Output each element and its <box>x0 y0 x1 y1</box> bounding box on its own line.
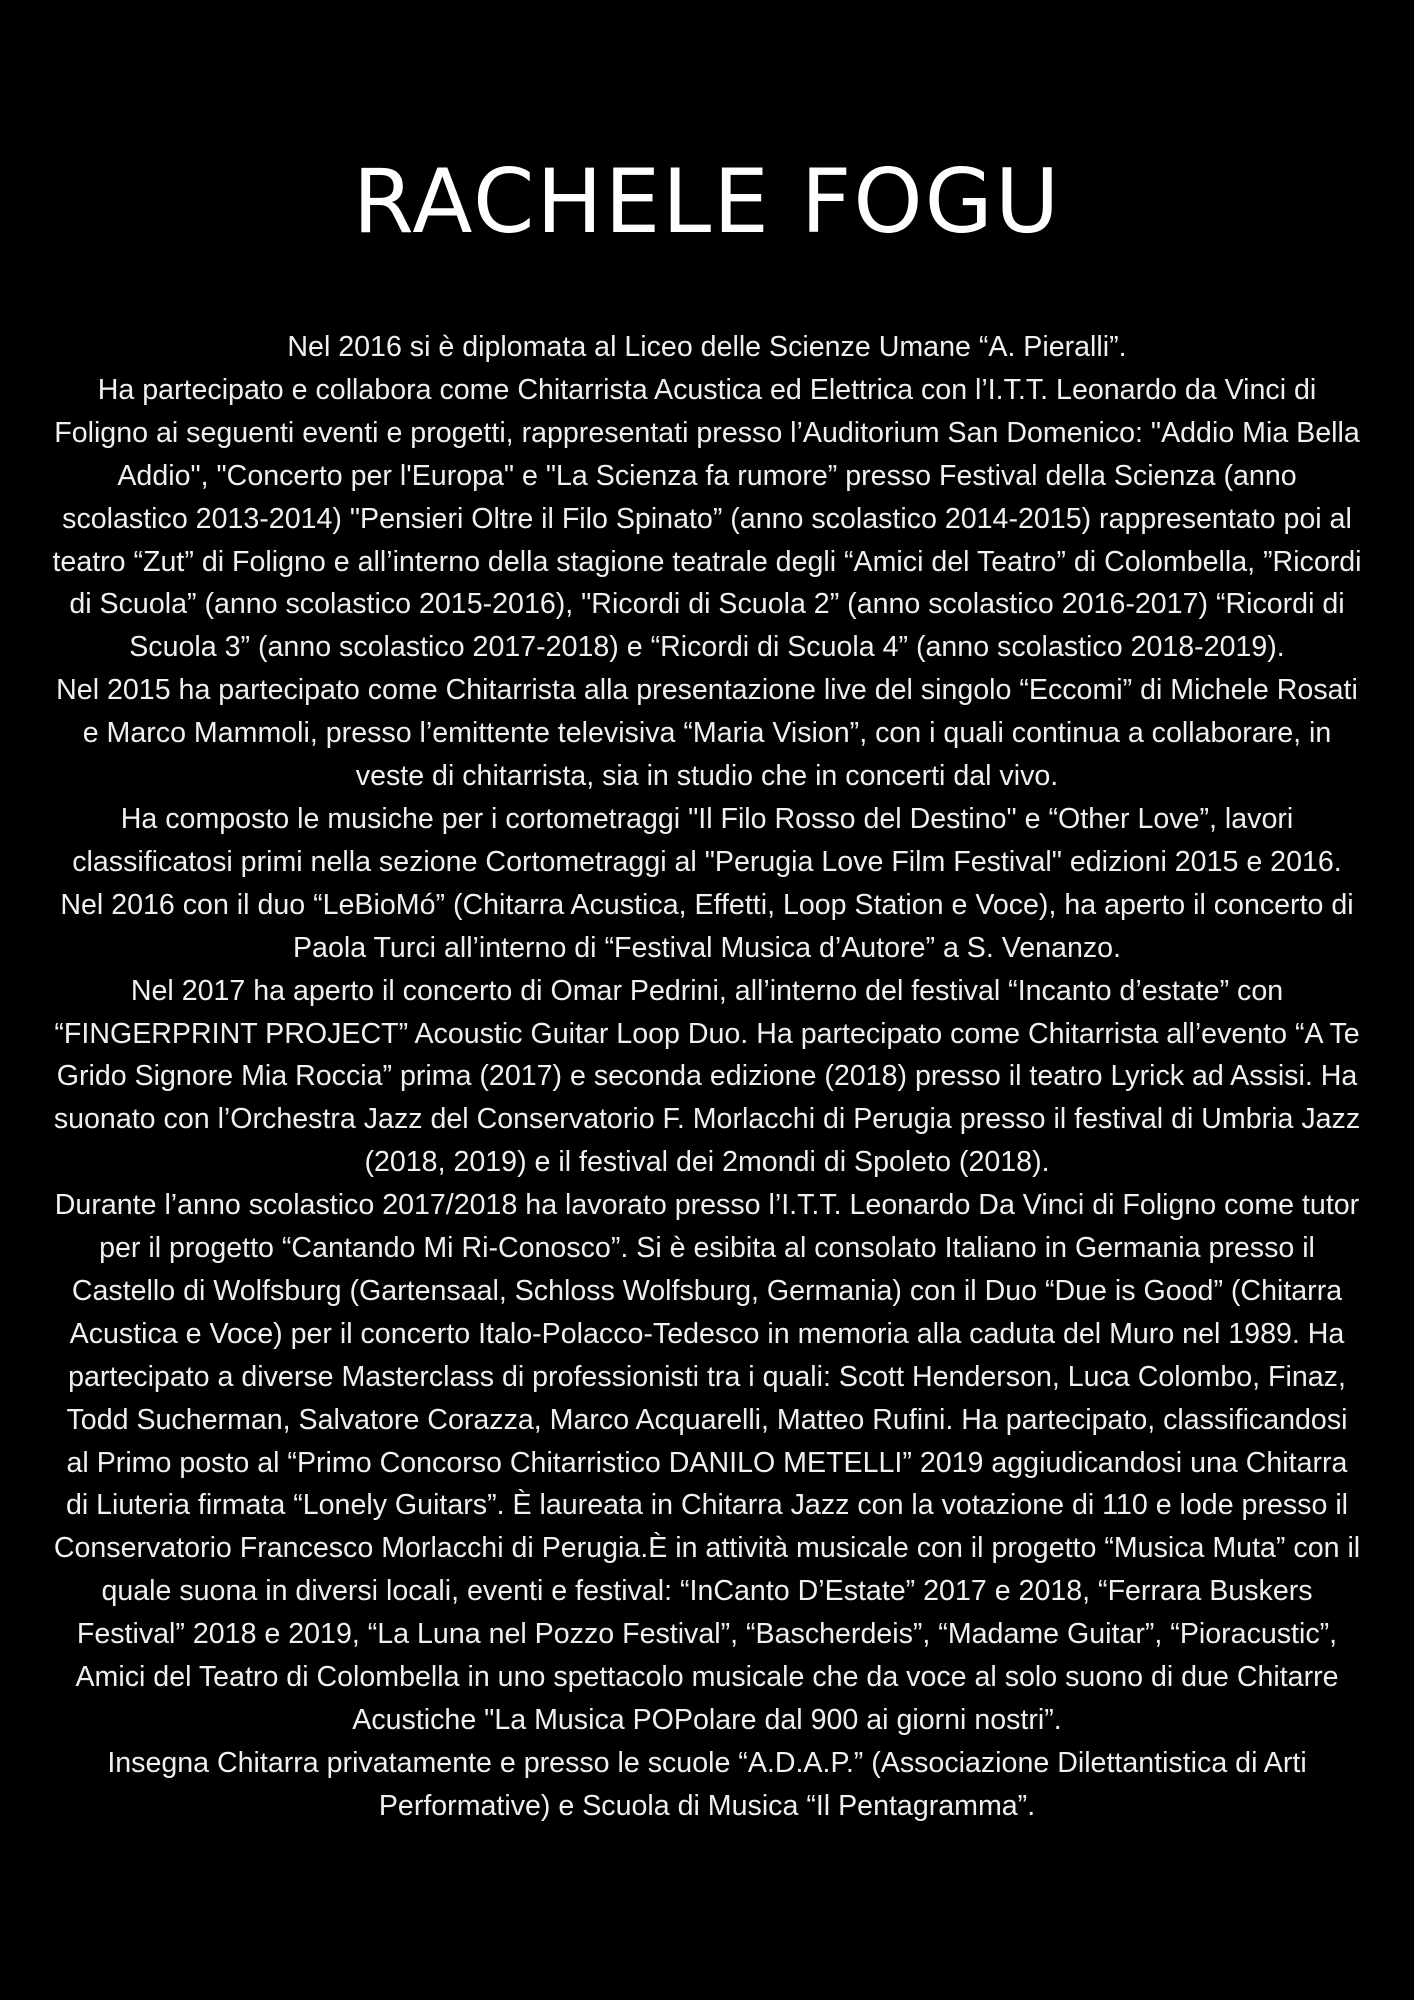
bio-paragraph: Durante l’anno scolastico 2017/2018 ha lavorato presso l’I.T.T. Leonardo Da Vinci di Foligno come tutor per il progetto “Cantando Mi Ri-Conosco”. Si è esibita al consolato Italiano in Germania presso il Castello di Wolfsburg (Gartensaal, Schloss Wolfsburg, Germania) con il Duo “Due is Good” (Chitarra Acustica e Voce) per il concerto Italo-Polacco-Tedesco in memoria alla caduta del Muro nel 1989. Ha partecipato a diverse Masterclass di professionisti tra i quali: Scott Henderson, Luca Colombo, Finaz, Todd Sucherman, Salvatore Corazza, Marco Acquarelli, Matteo Rufini. Ha partecipato, classificandosi al Primo posto al “Primo Concorso Chitarristico DANILO METELLI” 2019 aggiudicandosi una Chitarra di Liuteria firmata “Lonely Guitars”. È laureata in Chitarra Jazz con la votazione di 110 e lode presso il Conservatorio Francesco Morlacchi di Perugia.È in attività musicale con il progetto “Musica Muta” con il quale suona in diversi locali, eventi e festival: “InCanto D’Estate” 2017 e 2018, “Ferrara Buskers Festival” 2018 e 2019, “La Luna nel Pozzo Festival”, “Bascherdeis”, “Madame Guitar”, “Pioracustic”, Amici del Teatro di Colombella in uno spettacolo musicale che da voce al solo suono di due Chitarre Acustiche "La Musica POPolare dal 900 ai giorni nostri”. <box>53 1189 1361 1736</box>
bio-paragraph: Nel 2015 ha partecipato come Chitarrista alla presentazione live del singolo “Eccomi” di Michele Rosati e Marco Mammoli, presso l’emittente televisiva “Maria Vision”, con i quali continua a collaborare, in veste di chitarrista, sia in studio che in concerti dal vivo. <box>56 674 1358 793</box>
bio-paragraph: Ha composto le musiche per i cortometraggi "Il Filo Rosso del Destino" e “Other Love”, lavori classificatosi primi nella sezione Cortometraggi al "Perugia Love Film Festival" edizioni 2015 e 2016. Nel 2016 con il duo “LeBioMó” (Chitarra Acustica, Effetti, Loop Station e Voce), ha aperto il concerto di Paola Turci all’interno di “Festival Musica d’Autore” a S. Venanzo. <box>60 802 1354 964</box>
page-title: RACHELE FOGU <box>352 150 1062 253</box>
bio-paragraph: Insegna Chitarra privatamente e presso le scuole “A.D.A.P.” (Associazione Dilettantistica di Arti Performative) e Scuola di Musica “Il Pentagramma”. <box>107 1746 1307 1822</box>
bio-paragraph: Nel 2017 ha aperto il concerto di Omar Pedrini, all’interno del festival “Incanto d’estate” con “FINGERPRINT PROJECT” Acoustic Guitar Loop Duo. Ha partecipato come Chitarrista all’evento “A Te Grido Signore Mia Roccia” prima (2017) e seconda edizione (2018) presso il teatro Lyrick ad Assisi. Ha suonato con l’Orchestra Jazz del Conservatorio F. Morlacchi di Perugia presso il festival di Umbria Jazz (2018, 2019) e il festival dei 2mondi di Spoleto (2018). <box>53 974 1361 1179</box>
biography-text <box>52 326 1362 1828</box>
bio-paragraph: Ha partecipato e collabora come Chitarrista Acustica ed Elettrica con l’I.T.T. Leonardo da Vinci di Foligno ai seguenti eventi e progetti, rappresentati presso l’Auditorium San Domenico: "Addio Mia Bella Addio", "Concerto per l'Europa" e "La Scienza fa rumore” presso Festival della Scienza (anno scolastico 2013-2014) "Pensieri Oltre il Filo Spinato” (anno scolastico 2014-2015) rappresentato poi al teatro “Zut” di Foligno e all’interno della stagione teatrale degli “Amici del Teatro” di Colombella, ”Ricordi di Scuola” (anno scolastico 2015-2016), "Ricordi di Scuola 2” (anno scolastico 2016-2017) “Ricordi di Scuola 3” (anno scolastico 2017-2018) e “Ricordi di Scuola 4” (anno scolastico 2018-2019). <box>52 373 1362 664</box>
bio-paragraph: Nel 2016 si è diplomata al Liceo delle Scienze Umane “A. Pieralli”. <box>287 331 1127 363</box>
